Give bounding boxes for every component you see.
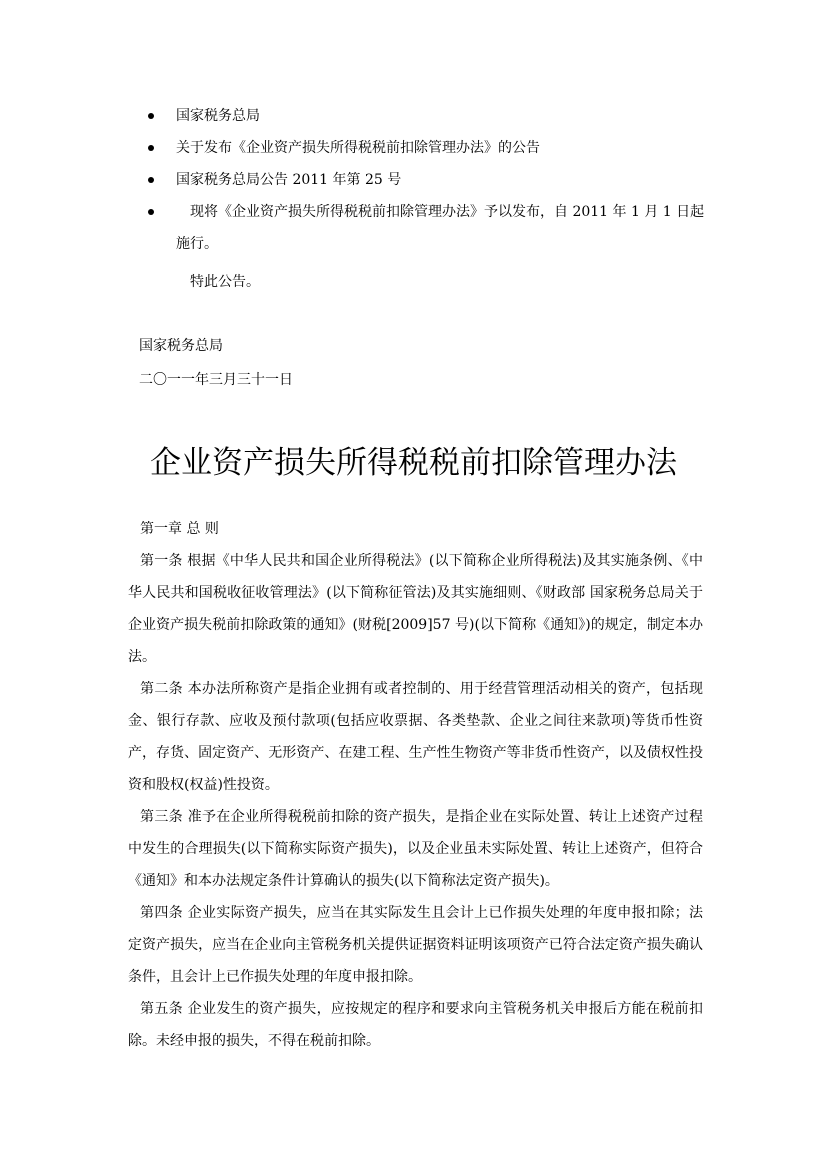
article-5: 第五条 企业发生的资产损失，应按规定的程序和要求向主管税务机关申报后方能在税前扣除。未经申报的损失，不得在税前扣除。 xyxy=(128,1001,703,1049)
signature-issuer: 国家税务总局 xyxy=(139,338,223,354)
bullet-item-subject xyxy=(0,132,827,164)
bullet-item-announcement xyxy=(0,196,827,260)
bullet-text: 国家税务总局 xyxy=(176,108,260,124)
bullet-text: 关于发布《企业资产损失所得税税前扣除管理办法》的公告 xyxy=(176,140,540,156)
bullet-dot-icon xyxy=(148,113,154,119)
document-title: 企业资产损失所得税税前扣除管理办法 xyxy=(150,445,677,481)
bullet-item-issuer xyxy=(0,100,827,132)
bullet-dot-icon xyxy=(148,145,154,151)
bullet-dot-icon xyxy=(148,209,154,215)
article-1: 第一条 根据《中华人民共和国企业所得税法》(以下简称企业所得税法)及其实施条例、《中华人民共和国税收征收管理法》(以下简称征管法)及其实施细则、《财政部 国家税务总局关于企业资产损失税前扣除政策的通知》(财税[2009]57 号)(以下简称《通知》)的规定，制定本办法。 xyxy=(128,553,703,665)
chapter-heading: 第一章 总 则 xyxy=(140,521,219,537)
bullet-item-notice-number xyxy=(0,164,827,196)
notice-closing: 特此公告。 xyxy=(190,274,260,290)
bullet-dot-icon xyxy=(148,177,154,183)
bullet-text: 现将《企业资产损失所得税税前扣除管理办法》予以发布，自 2011 年 1 月 1 日起施行。 xyxy=(176,204,705,252)
signature-date: 二〇一一年三月三十一日 xyxy=(139,372,293,388)
article-4: 第四条 企业实际资产损失，应当在其实际发生且会计上已作损失处理的年度申报扣除；法定资产损失，应当在企业向主管税务机关提供证据资料证明该项资产已符合法定资产损失确认条件，且会计上已作损失处理的年度申报扣除。 xyxy=(128,905,703,985)
document-body xyxy=(128,513,703,1057)
article-2: 第二条 本办法所称资产是指企业拥有或者控制的、用于经营管理活动相关的资产，包括现金、银行存款、应收及预付款项(包括应收票据、各类垫款、企业之间往来款项)等货币性资产，存货、固定资产、无形资产、在建工程、生产性生物资产等非货币性资产，以及债权性投资和股权(权益)性投资。 xyxy=(128,681,703,793)
notice-bullet-list xyxy=(0,100,827,260)
bullet-text: 国家税务总局公告 2011 年第 25 号 xyxy=(176,172,402,188)
article-3: 第三条 准予在企业所得税税前扣除的资产损失，是指企业在实际处置、转让上述资产过程中发生的合理损失(以下简称实际资产损失)，以及企业虽未实际处置、转让上述资产，但符合《通知》和本办法规定条件计算确认的损失(以下简称法定资产损失)。 xyxy=(128,809,703,889)
